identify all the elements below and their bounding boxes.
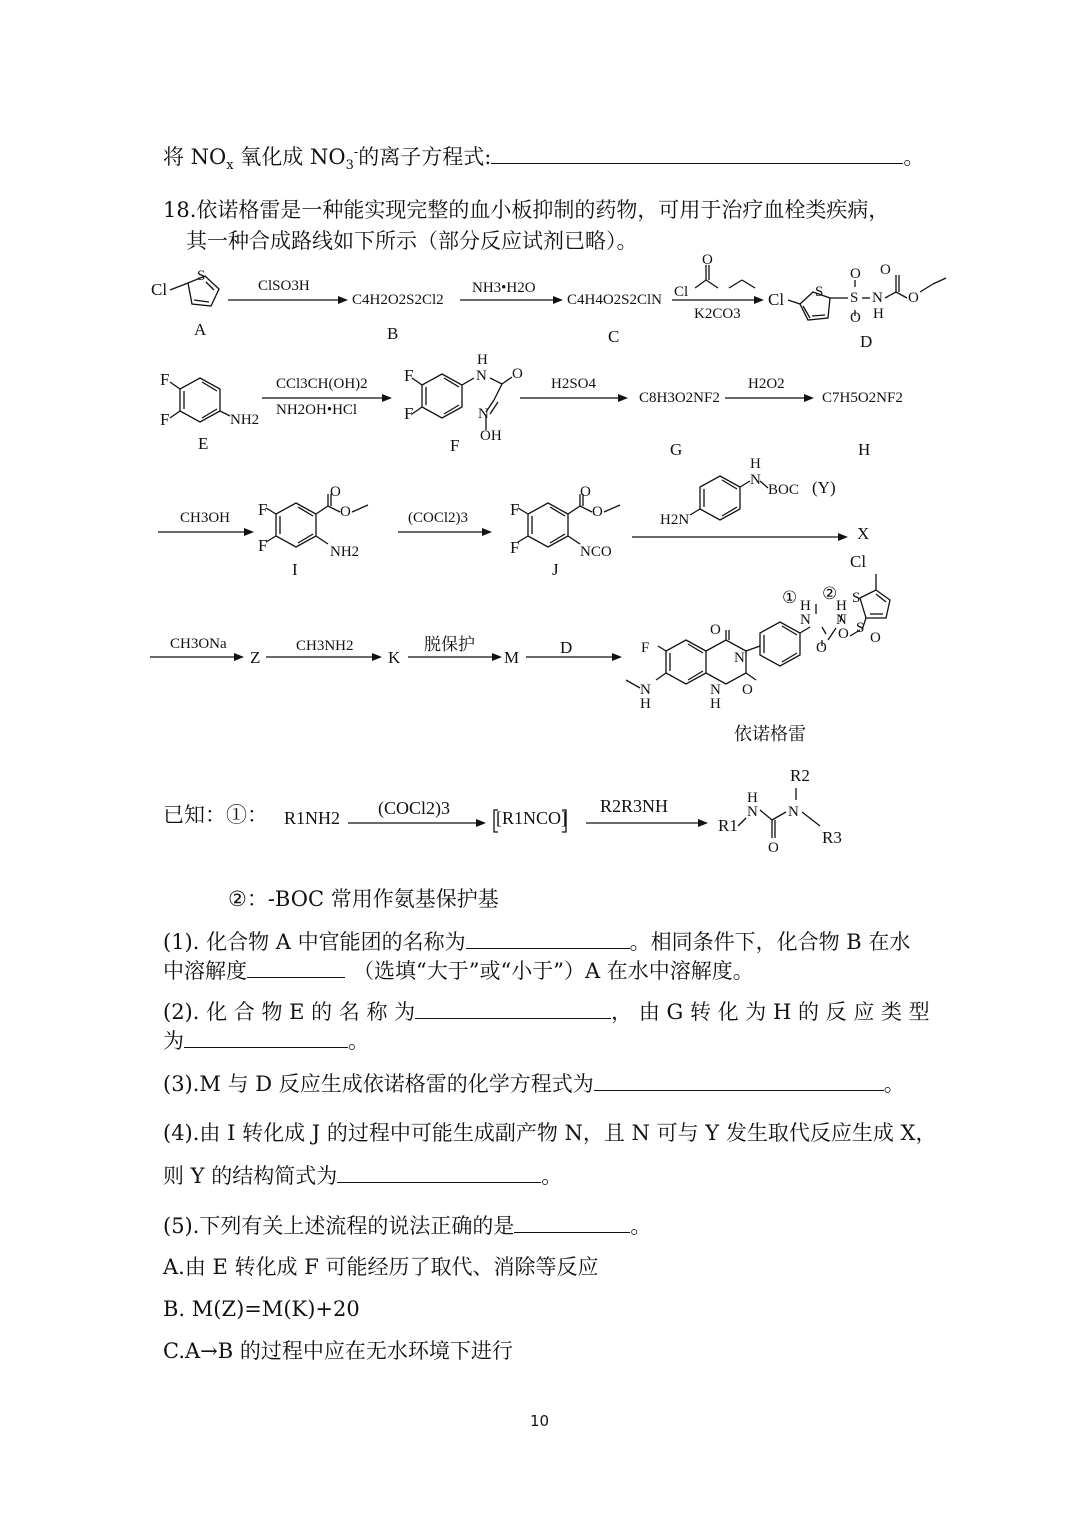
arrow-3-bottom: K2CO3 — [694, 306, 741, 322]
answer-blank-5[interactable] — [514, 1210, 630, 1233]
arrow-2-reagent: NH3•H2O — [472, 280, 536, 296]
compound-m-label: M — [504, 648, 520, 667]
part-2-line2 — [163, 1025, 369, 1056]
p3-a: (3).M 与 D 反应生成依诺格雷的化学方程式为 — [163, 1072, 594, 1096]
p4-b: 则 Y 的结构简式为 — [163, 1164, 338, 1188]
compound-d-label: D — [860, 332, 873, 351]
compound-f-label: F — [450, 436, 460, 455]
answer-blank-4[interactable] — [337, 1160, 541, 1183]
part-4-line1: (4).由 I 转化成 J 的过程中可能生成副产物 N，且 N 可与 Y 发生取代反应生成 X， — [163, 1121, 937, 1145]
arrow-9-reagent: CH3ONa — [170, 636, 227, 652]
product-cl: Cl — [850, 552, 867, 571]
compound-a-s: S — [197, 268, 206, 284]
compound-b-formula: C4H2O2S2Cl2 — [352, 292, 444, 308]
compound-z-label: Z — [250, 648, 261, 667]
compound-a-label: A — [194, 320, 207, 339]
known-r2: R2 — [790, 766, 810, 785]
compound-j-nco: NCO — [580, 544, 612, 560]
compound-y-h2n: H2N — [660, 512, 690, 528]
circ-2: ② — [822, 584, 838, 603]
compound-j-label: J — [552, 560, 559, 579]
compound-g-formula: C8H3O2NF2 — [639, 390, 720, 406]
p1-c: 中溶解度 — [163, 959, 247, 983]
question-title: 18.依诺格雷是一种能实现完整的血小板抑制的药物，可用于治疗血栓类疾病， — [163, 198, 890, 222]
compound-c-formula: C4H4O2S2ClN — [567, 292, 663, 308]
option-c: C.A→B 的过程中应在无水环境下进行 — [163, 1339, 513, 1363]
option-b: B. M(Z)=M(K)+20 — [163, 1297, 360, 1321]
reagent-o: O — [702, 252, 713, 268]
answer-blank-1a[interactable] — [466, 926, 630, 949]
p5-a: (5).下列有关上述流程的说法正确的是 — [163, 1214, 515, 1238]
part-1-line2 — [163, 955, 754, 986]
answer-blank-3[interactable] — [594, 1068, 884, 1091]
arrow-4-top: CCl3CH(OH)2 — [276, 376, 368, 392]
compound-e-structure — [170, 378, 230, 422]
arrow-8-reagent: (COCl2)3 — [408, 510, 468, 526]
known-note-2: ②：-BOC 常用作氨基保护基 — [228, 887, 499, 911]
top-line-end: 。 — [903, 145, 925, 169]
product-name: 依诺格雷 — [734, 724, 806, 745]
answer-blank-1b[interactable] — [247, 955, 345, 978]
top-line-sub-x: x — [226, 158, 234, 174]
compound-d-structure — [788, 275, 946, 320]
compound-a-cl: Cl — [151, 280, 168, 299]
question-title-line2: 其一种合成路线如下所示（部分反应试剂已略）。 — [186, 229, 638, 253]
page-number: 10 — [530, 1412, 550, 1430]
p2-b: ， 由 G 转 化 为 H 的 反 应 类 型 — [611, 1000, 930, 1024]
arrow-4-bottom: NH2OH•HCl — [276, 402, 358, 418]
part-1-line1 — [163, 926, 910, 957]
known-r1: R1 — [718, 816, 738, 835]
known-label: 已知：①： — [163, 803, 268, 827]
known-reactant: R1NH2 — [284, 808, 341, 828]
known-intermediate: [R1NCO] — [496, 808, 567, 828]
answer-blank-2a[interactable] — [415, 996, 611, 1019]
compound-f-oh: OH — [480, 428, 502, 444]
option-a: A.由 E 转化成 F 可能经历了取代、消除等反应 — [163, 1255, 599, 1279]
reagent-cl: Cl — [674, 284, 689, 300]
compound-g-label: G — [670, 440, 683, 459]
arrow-11-reagent: 脱保护 — [424, 635, 475, 654]
compound-x-label: X — [857, 524, 870, 543]
arrow-7-reagent: CH3OH — [180, 510, 231, 526]
top-line-sub-3: 3 — [345, 158, 354, 174]
p1-b: 。相同条件下，化合物 B 在水 — [629, 930, 911, 954]
compound-f-structure — [412, 374, 512, 430]
known-reagent-1: (COCl2)3 — [378, 798, 450, 818]
p1-a: (1). 化合物 A 中官能团的名称为 — [163, 930, 466, 954]
compound-i-label: I — [292, 560, 298, 579]
compound-a-structure — [170, 276, 219, 306]
p2-c: 为 — [163, 1029, 184, 1053]
product-structure — [626, 574, 890, 688]
p2-d: 。 — [348, 1029, 369, 1053]
known-reagent-2: R2R3NH — [600, 796, 669, 816]
compound-e-f1: F — [160, 370, 170, 389]
p4-c: 。 — [541, 1164, 563, 1188]
arrow-10-reagent: CH3NH2 — [296, 638, 354, 654]
compound-j-structure — [518, 494, 620, 547]
part-5 — [163, 1210, 651, 1241]
part-2-line1 — [163, 996, 930, 1027]
compound-e-label: E — [198, 434, 209, 453]
top-line-sup: - — [353, 145, 359, 160]
circ-1: ① — [782, 588, 798, 607]
p2-a: (2). 化 合 物 E 的 名 称 为 — [163, 1000, 416, 1024]
compound-h-formula: C7H5O2NF2 — [822, 390, 903, 406]
compound-i-nh2: NH2 — [330, 544, 360, 560]
compound-h-label: H — [858, 440, 871, 459]
top-line-prefix: 将 NO — [163, 145, 227, 169]
compound-i-structure — [266, 494, 368, 547]
compound-b-label: B — [387, 324, 399, 343]
arrow-1-reagent: ClSO3H — [258, 278, 310, 294]
p3-b: 。 — [883, 1072, 905, 1096]
arrow-6-reagent: H2O2 — [748, 376, 785, 392]
arrow-5-reagent: H2SO4 — [551, 376, 597, 392]
part-4-line2 — [163, 1160, 562, 1191]
arrow-12-reagent: D — [560, 638, 573, 657]
known-r3: R3 — [822, 828, 842, 847]
compound-y-boc: BOC — [768, 482, 799, 498]
compound-y-label: (Y) — [812, 478, 836, 497]
compound-k-label: K — [388, 648, 401, 667]
compound-c-label: C — [608, 327, 620, 346]
top-line-suffix: 的离子方程式: — [358, 145, 492, 169]
compound-d-cl: Cl — [768, 290, 785, 309]
compound-e-f2: F — [160, 410, 170, 429]
p1-d: （选填“大于”或“小于”）A 在水中溶解度。 — [353, 959, 754, 983]
top-line-mid: 氧化成 NO — [233, 145, 346, 169]
p5-b: 。 — [630, 1214, 652, 1238]
part-3 — [163, 1068, 905, 1099]
answer-blank-2b[interactable] — [184, 1025, 348, 1048]
compound-e-nh2: NH2 — [230, 412, 260, 428]
